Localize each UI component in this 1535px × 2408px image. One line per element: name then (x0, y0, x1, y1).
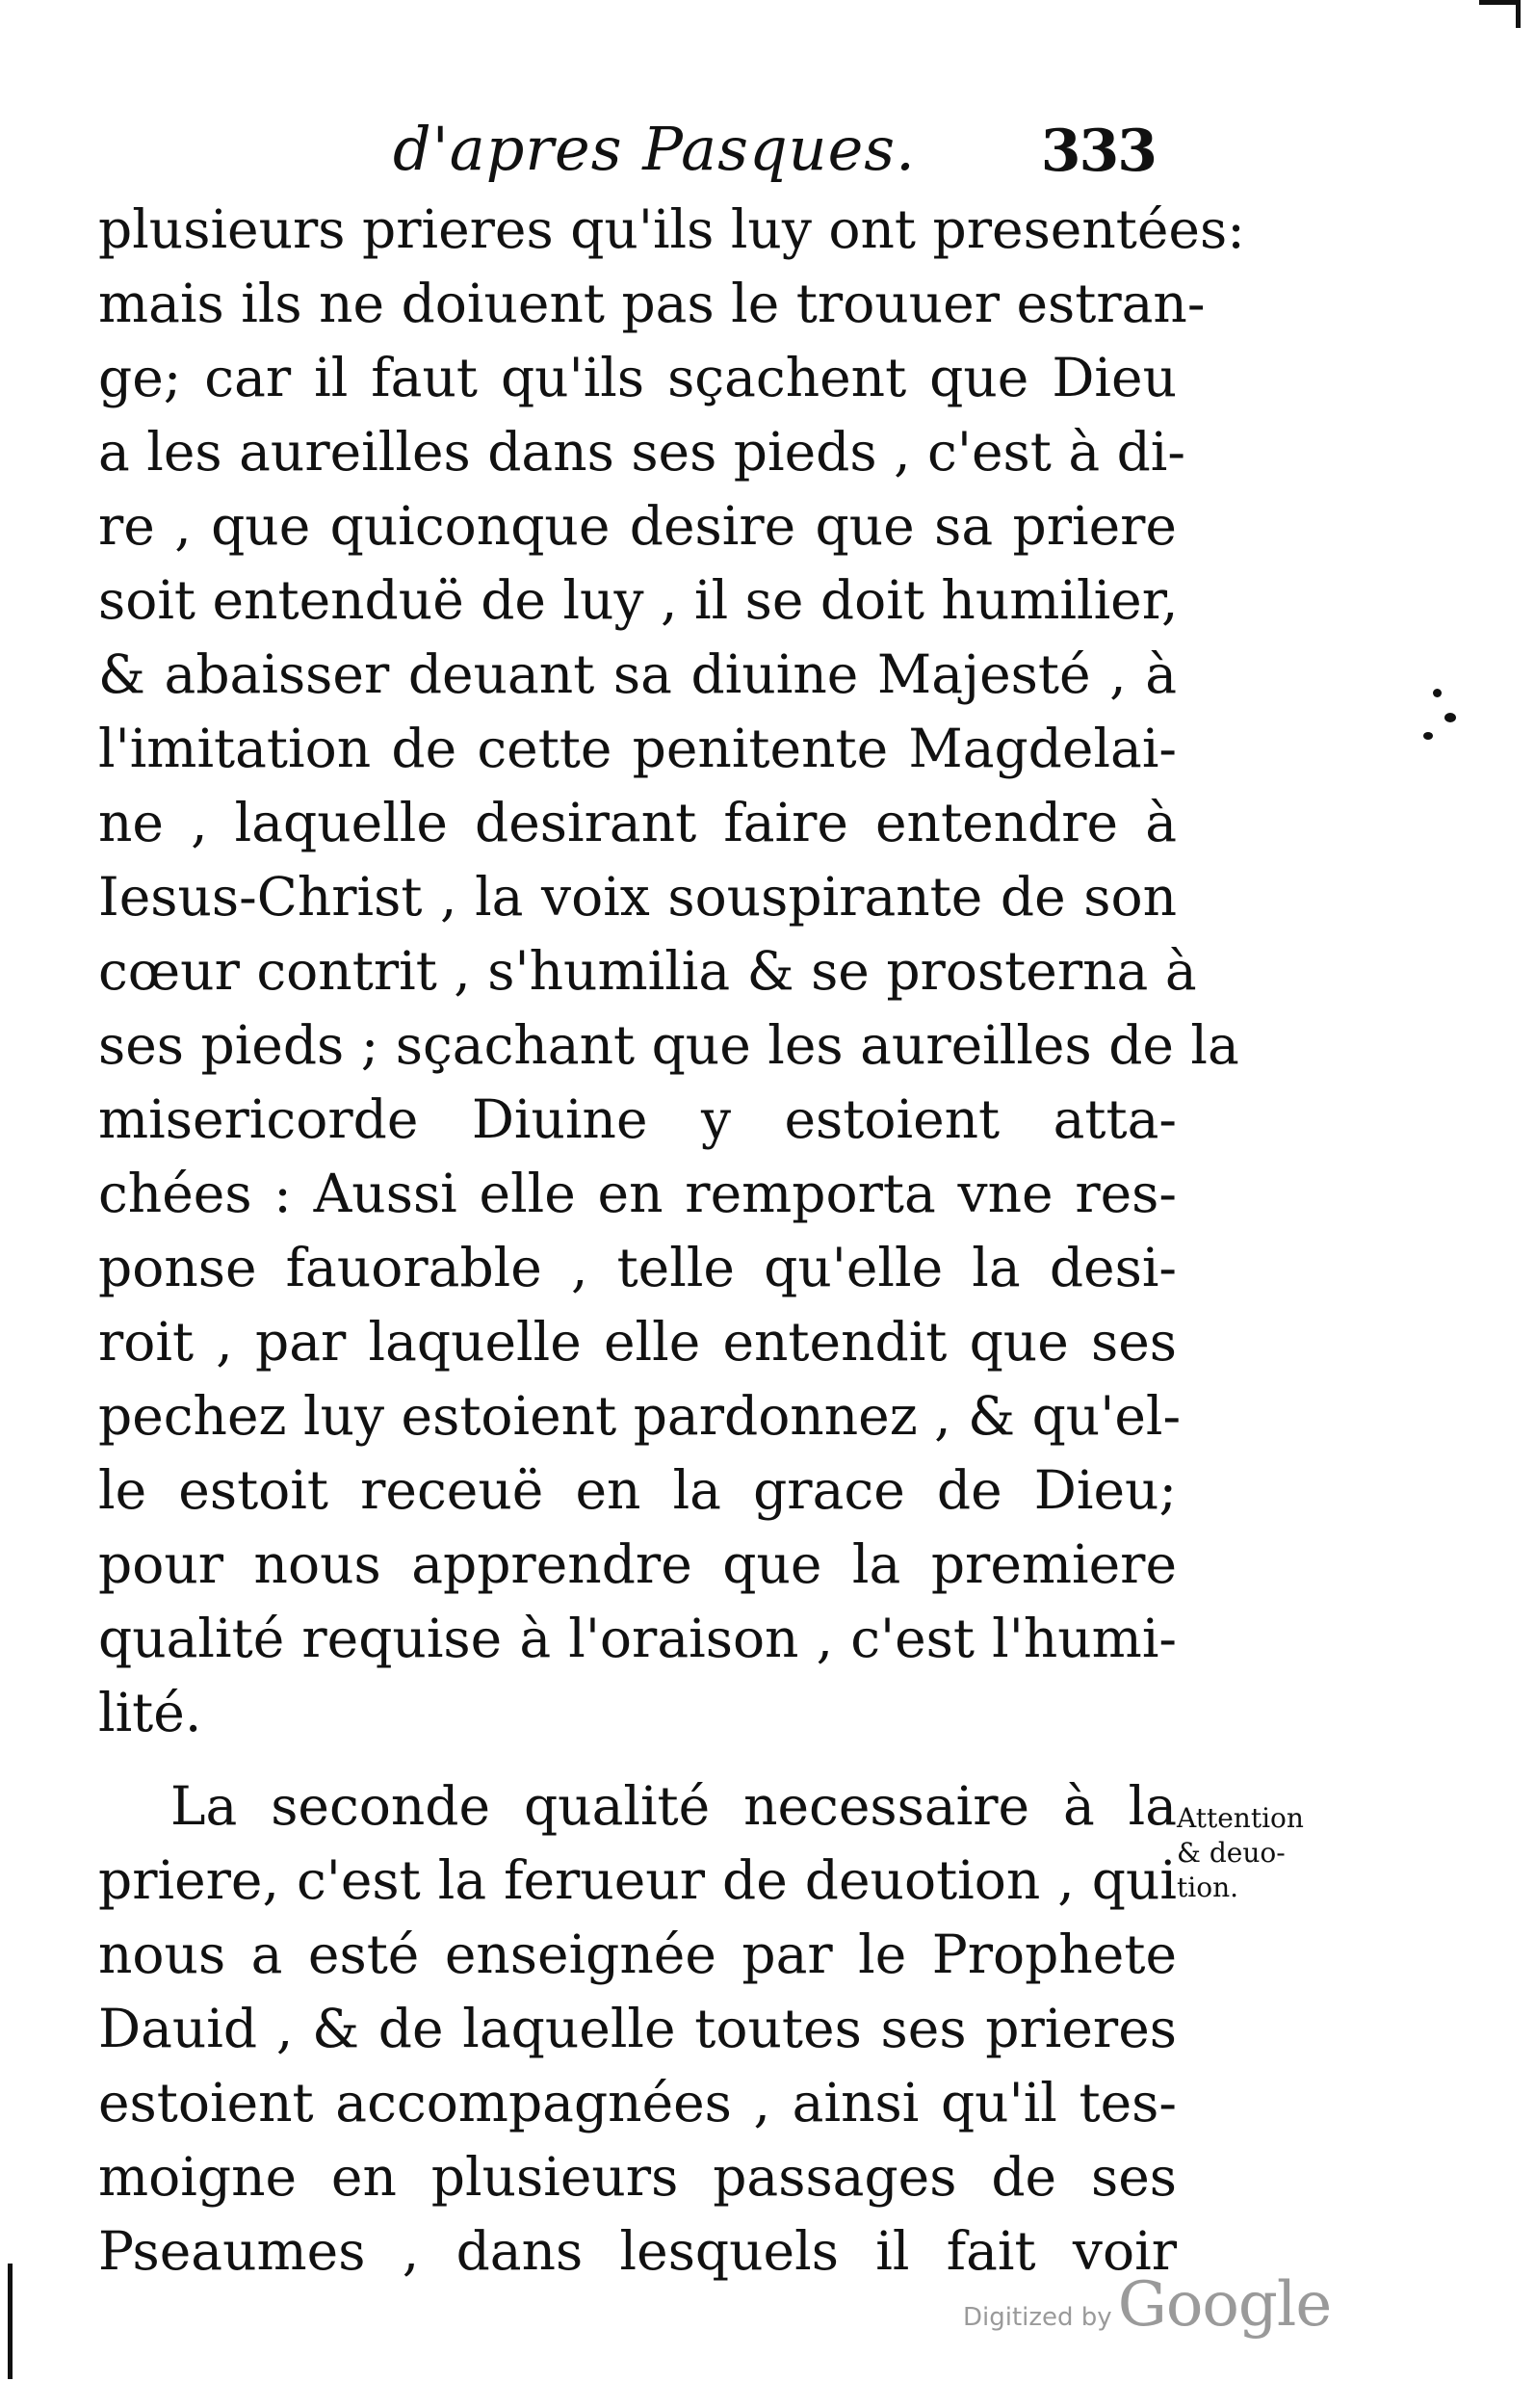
page-header (231, 114, 1156, 200)
marginal-note-line: tion. (1177, 1871, 1238, 1903)
text-line: & abaisser deuant sa diuine Majesté , à (98, 643, 1177, 705)
text-line: misericorde Diuine y estoient atta- (98, 1088, 1177, 1150)
ink-speck (1433, 689, 1442, 697)
digitized-by-watermark (963, 2269, 1331, 2341)
watermark-prefix: Digitized by (963, 2303, 1112, 2332)
text-line: a les aureilles dans ses pieds , c'est à di- (98, 421, 1185, 483)
ink-speck (1423, 732, 1433, 740)
text-line: le estoit receuë en la grace de Dieu; (98, 1459, 1177, 1521)
text-line: moigne en plusieurs passages de ses (98, 2146, 1177, 2208)
google-logo: Google (1117, 2269, 1332, 2341)
page-number: 333 (1040, 118, 1156, 185)
text-line: Dauid , & de laquelle toutes ses prieres (98, 1998, 1177, 2059)
text-line: chées : Aussi elle en remporta vne res- (98, 1163, 1177, 1224)
text-line: ne , laquelle desirant faire entendre à (98, 792, 1177, 853)
text-line: l'imitation de cette penitente Magdelai- (98, 718, 1177, 779)
text-line: ge; car il faut qu'ils sçachent que Dieu (98, 347, 1177, 408)
text-line: nous a esté enseignée par le Prophete (98, 1924, 1177, 1985)
text-line: roit , par laquelle elle entendit que ses (98, 1311, 1177, 1373)
text-line: lité. (98, 1682, 202, 1743)
text-line: La seconde qualité necessaire à la (170, 1775, 1177, 1837)
text-line: re , que quiconque desire que sa priere (98, 495, 1177, 557)
text-line: pechez luy estoient pardonnez , & qu'el- (98, 1385, 1182, 1447)
marginal-note-line: & deuo- (1177, 1837, 1286, 1869)
running-head: d'apres Pasques. (393, 114, 916, 184)
text-line: Iesus-Christ , la voix souspirante de son (98, 866, 1177, 928)
text-line: ses pieds ; sçachant que les aureilles de la (98, 1014, 1239, 1076)
marginal-note (1177, 1801, 1304, 1905)
text-line: priere, c'est la ferueur de deuotion , qui (98, 1849, 1177, 1911)
binding-edge-mark (8, 2264, 13, 2379)
text-line: mais ils ne doiuent pas le trouuer estran- (98, 273, 1206, 334)
page-corner-mark (1479, 0, 1521, 28)
text-line: soit entenduë de luy , il se doit humilier, (98, 569, 1179, 631)
text-line: plusieurs prieres qu'ils luy ont presentées: (98, 198, 1245, 260)
text-line: ponse fauorable , telle qu'elle la desi- (98, 1237, 1177, 1298)
ink-speck (1444, 713, 1456, 722)
text-line: estoient accompagnées , ainsi qu'il tes- (98, 2072, 1177, 2133)
text-line: pour nous apprendre que la premiere (98, 1533, 1177, 1595)
text-line: cœur contrit , s'humilia & se prosterna à (98, 940, 1197, 1002)
text-line: Pseaumes , dans lesquels il fait voir (98, 2220, 1177, 2282)
text-line: qualité requise à l'oraison , c'est l'humi- (98, 1608, 1177, 1669)
marginal-note-line: Attention (1177, 1802, 1304, 1834)
